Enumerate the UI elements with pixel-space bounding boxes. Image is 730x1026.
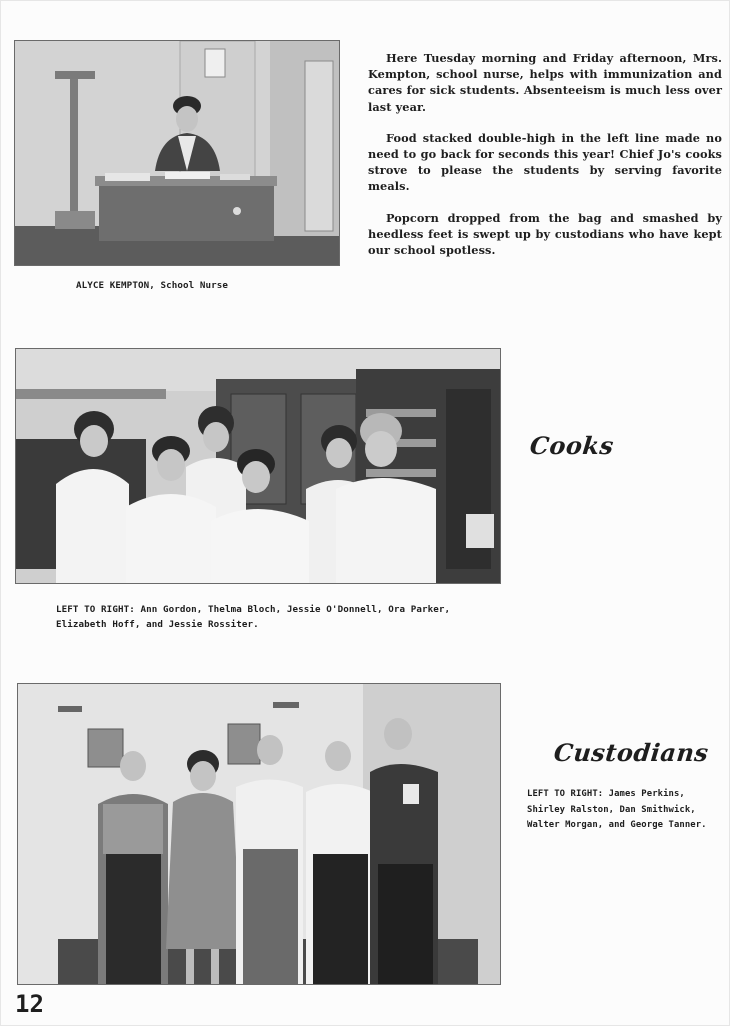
custodians-caption: LEFT TO RIGHT: James Perkins, Shirley Ralston, Dan Smithwick, Walter Morgan, and George Tanner. <box>527 789 707 830</box>
nurse-photo <box>14 40 340 266</box>
cooks-title: Cooks <box>528 431 616 460</box>
cooks-photo <box>15 348 501 584</box>
paragraph-nurse: Here Tuesday morning and Friday afternoon, Mrs. Kempton, school nurse, helps with immunization and cares for sick students. Absenteeism is much less over last year. <box>368 51 722 114</box>
paragraph-popcorn: Popcorn dropped from the bag and smashed by heedless feet is swept up by custodians who have kept our school spotless. <box>368 210 722 258</box>
paragraph-food: Food stacked double-high in the left line made no need to go back for seconds this year! Chief Jo's cooks strove to please the students by serving favorite meals. <box>368 130 722 194</box>
nurse-caption: ALYCE KEMPTON, School Nurse <box>76 280 229 291</box>
cooks-caption: LEFT TO RIGHT: Ann Gordon, Thelma Bloch, Jessie O'Donnell, Ora Parker, Elizabeth Hoff, and Jessie Rossiter. <box>56 604 451 630</box>
custodians-photo <box>17 683 501 985</box>
nurse-section-text <box>368 50 722 273</box>
page-number: 12 <box>15 990 44 1018</box>
custodians-title: Custodians <box>552 738 711 767</box>
